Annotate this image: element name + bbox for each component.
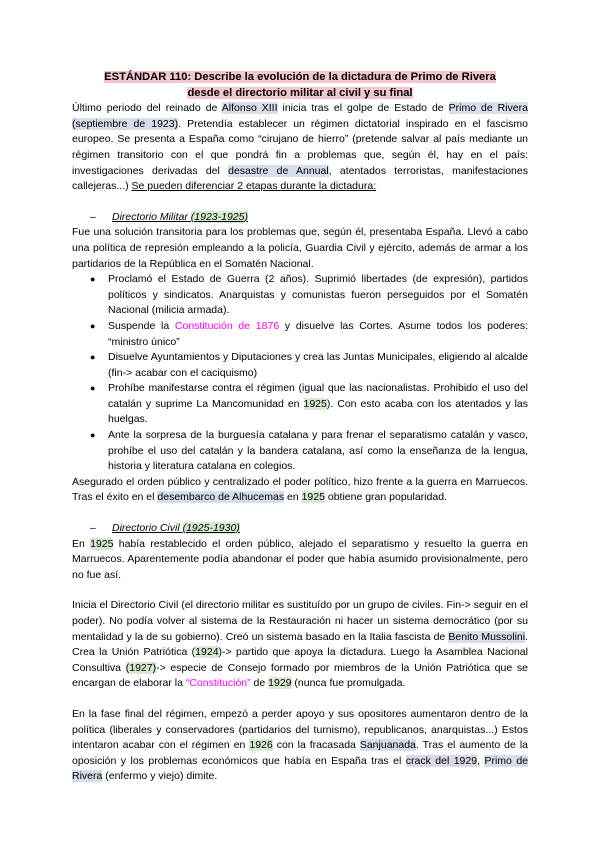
militar-paragraph-1: Fue una solución transitoria para los problemas que, según él, presentaba España. Llevó a cabo una política de represión empleando a la policía, Guardia Civil y ejército, además de armar a los partidarios de la República en el Somatén Nacional.	[72, 226, 528, 270]
highlight-primo-2: Primo de Rivera	[72, 754, 528, 783]
pink-constitucion: Constitución de 1876	[174, 319, 280, 332]
underlined-sentence: Se pueden diferenciar 2 etapas durante la dictadura:	[131, 180, 377, 193]
highlight-mussolini: Benito Mussolini	[448, 630, 526, 643]
highlight-alhucemas: desembarco de Alhucemas	[157, 491, 285, 504]
intro-paragraph: Último periodo del reinado de Alfonso XIII inicia tras el golpe de Estado de Primo de Rivera (septiembre de 1923). Pretendía establecer un régimen dictatorial inspirado en el fascismo europeo. Se presenta a España como “cirujano de hierro” (pretende salvar al país mediante un régimen transitorio con el que pondrá fin a problemas que, según él, hay en el país: investigaciones derivadas del desastre de Annual, atentados terroristas, manifestaciones callejeras...) Se pueden diferenciar 2 etapas durante la dictadura:	[72, 102, 529, 193]
militar-paragraph-2: Asegurado el orden público y centralizado el poder político, hizo frente a la guerra en Marruecos. Tras el éxito en el desembarco de Alhucemas en 1925 obtiene gran popularidad.	[72, 475, 528, 504]
title-line-2: desde el directorio militar al civil y su final	[187, 86, 413, 99]
highlight-alfonso: Alfonso XIII	[221, 102, 278, 115]
page-title	[72, 70, 528, 101]
list-item: ● Disuelve Ayuntamientos y Diputaciones y crea las Juntas Municipales, eligiendo al alcalde (fin-> acabar con el caciquismo)	[108, 350, 528, 381]
highlight-annual: desastre de Annual	[228, 164, 329, 177]
highlight-crack: crack del 1929	[405, 754, 478, 767]
civil-paragraph-2: Inicia el Directorio Civil (el directorio militar es sustituído por un grupo de civiles. Fin-> seguir en el poder). No podía volver al sistema de la Restauración ni hacer un sistema democrático (por su mentalidad y la de su gobierno). Creó un sistema basado en la Italia fascista de Benito Mussolini. Crea la Unión Patriótica (1924)-> partido que apoya la dictadura. Luego la Asamblea Nacional Consultiva (1927)-> especie de Consejo formado por miembros de la Unión Patriótica que se encargan de elaborar la “Constitución” de 1929 (nunca fue promulgada.	[72, 599, 529, 690]
civil-paragraph-1: En 1925 había restablecido el orden público, alejado el separatismo y resuelto la guerra en Marruecos. Aparentemente podía abandonar el poder que había asumido provisionalmente, pero no fue así.	[72, 537, 528, 581]
section-heading-militar: – Directorio Militar (1923-1925)	[90, 210, 248, 223]
highlight-date: (septiembre de 1923)	[72, 117, 179, 130]
document-page	[72, 70, 528, 785]
list-item: ● Proclamó el Estado de Guerra (2 años). Suprimió libertades (de expresión), partidos políticos y sindicatos. Anarquistas y comunistas fueron perseguidos por el Somatén Nacional (milicia armada).	[108, 272, 528, 319]
list-item: ● Prohíbe manifestarse contra el régimen (igual que las nacionalistas. Prohibido el uso del catalán y suprime La Mancomunidad en 1925). Con esto acaba con los atentados y las huelgas.	[108, 381, 528, 428]
list-item: ● Ante la sorpresa de la burguesía catalana y para frenar el separatismo catalán y vasco, prohíbe el uso del catalán y la bandera catalana, así como la enseñanza de la lengua, historia y literatura catalana en colegios.	[108, 428, 528, 475]
highlight-sanjuanada: Sanjuanada	[359, 739, 416, 752]
militar-bullet-list	[72, 272, 528, 475]
section-heading-civil: – Directorio Civil (1925-1930)	[90, 522, 240, 535]
list-item: ● Suspende la Constitución de 1876 y disuelve las Cortes. Asume todos los poderes: “ministro único”	[108, 319, 528, 350]
highlight-primo: Primo de Rivera	[448, 102, 528, 115]
title-line-1: ESTÁNDAR 110: Describe la evolución de la dictadura de Primo de Rivera	[104, 71, 496, 83]
civil-paragraph-3: En la fase final del régimen, empezó a perder apoyo y sus opositores aumentaron dentro de la política (liberales y conservadores (partidarios del turnismo), republicanos, anarquistas...) Estos intentaron acabar con el régimen en 1926 con la fracasada Sanjuanada. Tras el aumento de la oposición y los problemas económicos que había en España tras el crack del 1929, Primo de Rivera (enfermo y viejo) dimite.	[72, 707, 528, 783]
